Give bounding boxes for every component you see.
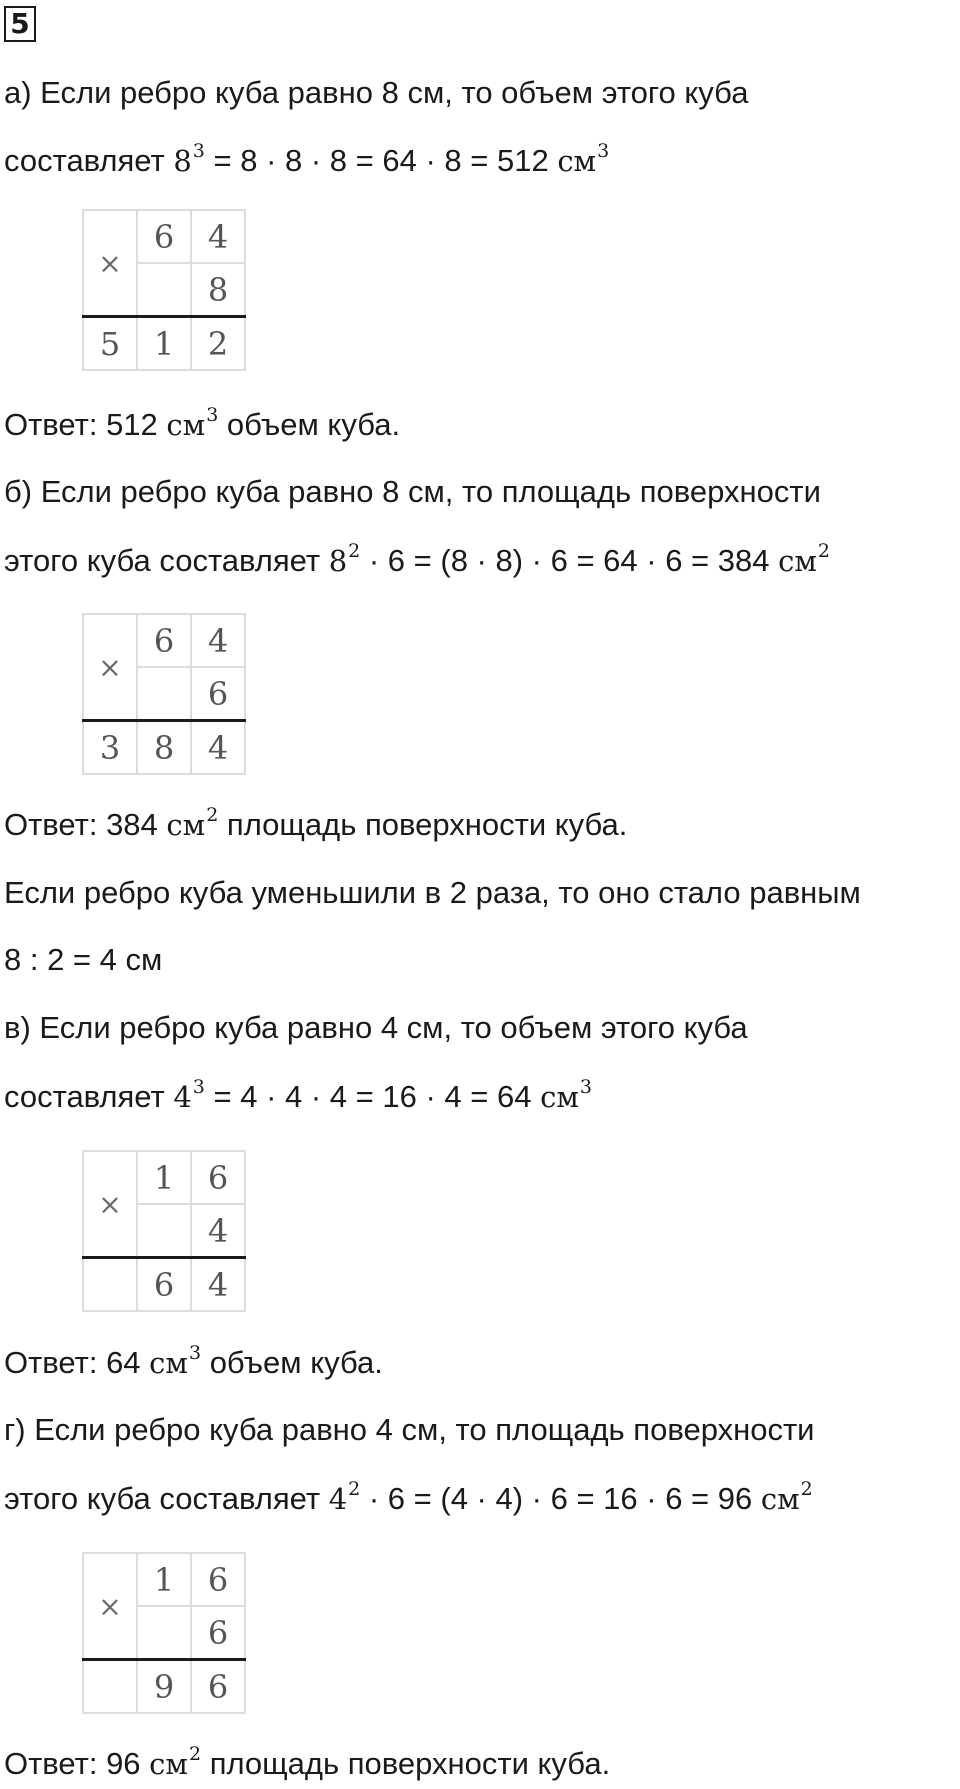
task-number: 5 — [4, 6, 36, 42]
digit-cell: 8 — [191, 263, 245, 317]
result-cell: 3 — [83, 721, 137, 775]
result-cell: 2 — [191, 317, 245, 371]
digit-cell — [137, 667, 191, 721]
digit-cell: 6 — [191, 1606, 245, 1660]
result-cell — [83, 1258, 137, 1312]
multiply-sign: × — [83, 210, 137, 317]
multiply-sign: × — [83, 614, 137, 721]
digit-cell: 6 — [191, 1553, 245, 1606]
part-b-calculation: этого куба составляет $8^2 \cdot 6 = (8 \cdot 8) \cdot 6 = 64 \cdot 6 = 384$ $см^2$ — [4, 540, 831, 578]
result-cell: 4 — [191, 1258, 245, 1312]
digit-cell: 1 — [137, 1553, 191, 1606]
part-g-multiplication-table — [82, 1552, 246, 1714]
result-cell: 9 — [137, 1660, 191, 1714]
part-b-multiplication-table — [82, 613, 246, 775]
result-cell: 6 — [191, 1660, 245, 1714]
digit-cell: 6 — [137, 210, 191, 263]
reduce-calculation: 8 : 2 = 4 см — [4, 942, 163, 977]
result-cell: 8 — [137, 721, 191, 775]
result-cell — [83, 1660, 137, 1714]
part-g-calculation: этого куба составляет $4^2 \cdot 6 = (4 \cdot 4) \cdot 6 = 16 \cdot 6 = 96$ $см^2$ — [4, 1478, 813, 1516]
part-v-calculation: составляет $4^3 = 4 \cdot 4 \cdot 4 = 16 \cdot 4 = 64$ $см^3$ — [4, 1076, 592, 1114]
digit-cell: 6 — [137, 614, 191, 667]
digit-cell: 4 — [191, 614, 245, 667]
result-cell: 4 — [191, 721, 245, 775]
result-cell: 6 — [137, 1258, 191, 1312]
multiply-sign: × — [83, 1553, 137, 1660]
multiply-sign: × — [83, 1151, 137, 1258]
part-g-answer: Ответ: 96 $см^2$ площадь поверхности куба. — [4, 1743, 611, 1781]
part-g-statement: г) Если ребро куба равно 4 см, то площадь поверхности — [4, 1412, 815, 1447]
part-a-multiplication-table — [82, 209, 246, 371]
digit-cell: 6 — [191, 667, 245, 721]
part-a-calculation: составляет $8^3 = 8 \cdot 8 \cdot 8 = 64 \cdot 8 = 512$ $см^3$ — [4, 140, 610, 178]
digit-cell — [137, 1204, 191, 1258]
part-a-answer: Ответ: 512 $см^3$ объем куба. — [4, 404, 401, 442]
part-v-multiplication-table — [82, 1150, 246, 1312]
reduce-statement: Если ребро куба уменьшили в 2 раза, то оно стало равным — [4, 875, 861, 910]
digit-cell: 4 — [191, 210, 245, 263]
part-b-answer: Ответ: 384 $см^2$ площадь поверхности куба. — [4, 804, 628, 842]
digit-cell: 4 — [191, 1204, 245, 1258]
part-v-statement: в) Если ребро куба равно 4 см, то объем этого куба — [4, 1010, 748, 1045]
digit-cell — [137, 1606, 191, 1660]
part-v-answer: Ответ: 64 $см^3$ объем куба. — [4, 1342, 383, 1380]
result-cell: 1 — [137, 317, 191, 371]
part-a-statement: а) Если ребро куба равно 8 см, то объем этого куба — [4, 75, 749, 110]
part-b-statement: б) Если ребро куба равно 8 см, то площадь поверхности — [4, 474, 821, 509]
digit-cell: 6 — [191, 1151, 245, 1204]
digit-cell — [137, 263, 191, 317]
result-cell: 5 — [83, 317, 137, 371]
digit-cell: 1 — [137, 1151, 191, 1204]
